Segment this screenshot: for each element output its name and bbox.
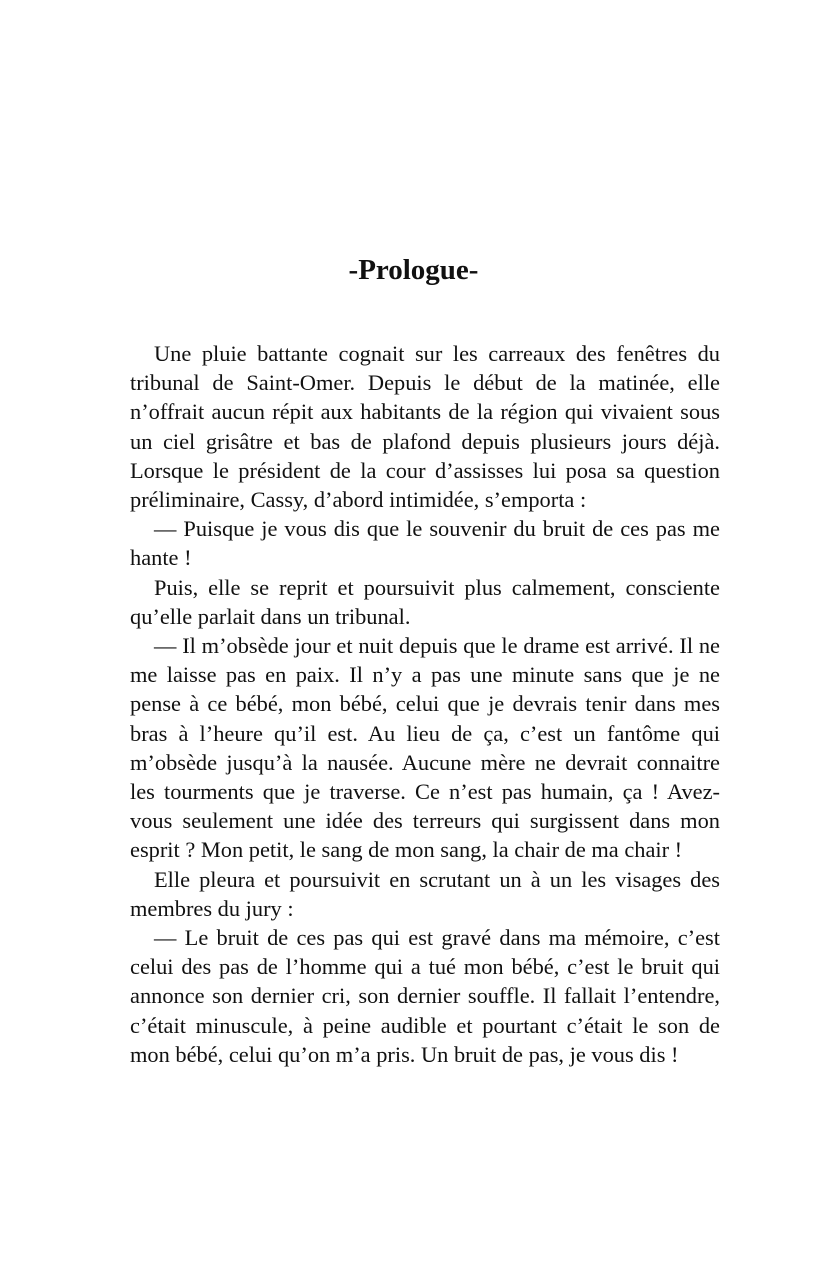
paragraph-dialogue-2: — Il m’obsède jour et nuit depuis que le drame est arrivé. Il ne me laisse pas en paix. Il n’y a pas une minute sans que je ne pense à ce bébé, mon bébé, celui que je devrais tenir dans mes bras à l’heure qu’il est. Au lieu de ça, c’est un fantôme qui m’obsède jusqu’à la nausée. Aucune mère ne devrait connaitre les tourments que je traverse. Ce n’est pas humain, ça ! Avez-vous seulement une idée des terreurs qui surgissent dans mon esprit ? Mon petit, le sang de mon sang, la chair de ma chair ! (130, 633, 720, 863)
paragraph-dialogue-1: — Puisque je vous dis que le souvenir du bruit de ces pas me hante ! (130, 516, 720, 571)
paragraph-narration-3: Elle pleura et poursuivit en scrutant un à un les visages des membres du jury : (130, 866, 720, 921)
paragraph-dialogue-3: — Le bruit de ces pas qui est gravé dans ma mémoire, c’est celui des pas de l’homme qui a tué mon bébé, c’est le bruit qui annonce son dernier cri, son dernier souffle. Il fallait l’entendre, c’était minuscule, à peine audible et pourtant c’était le son de mon bébé, celui qu’on m’a pris. Un bruit de pas, je vous dis ! (130, 925, 720, 1067)
chapter-title: -Prologue- (348, 254, 479, 286)
chapter-body (130, 339, 720, 1069)
paragraph-narration-2: Puis, elle se reprit et poursuivit plus calmement, consciente qu’elle parlait dans un tribunal. (130, 574, 720, 629)
paragraph-narration-1: Une pluie battante cognait sur les carreaux des fenêtres du tribunal de Saint-Omer. Depuis le début de la matinée, elle n’offrait aucun répit aux habitants de la région qui vivaient sous un ciel grisâtre et bas de plafond depuis plusieurs jours déjà. Lorsque le président de la cour d’assisses lui posa sa question préliminaire, Cassy, d’abord intimidée, s’emporta : (130, 341, 720, 513)
